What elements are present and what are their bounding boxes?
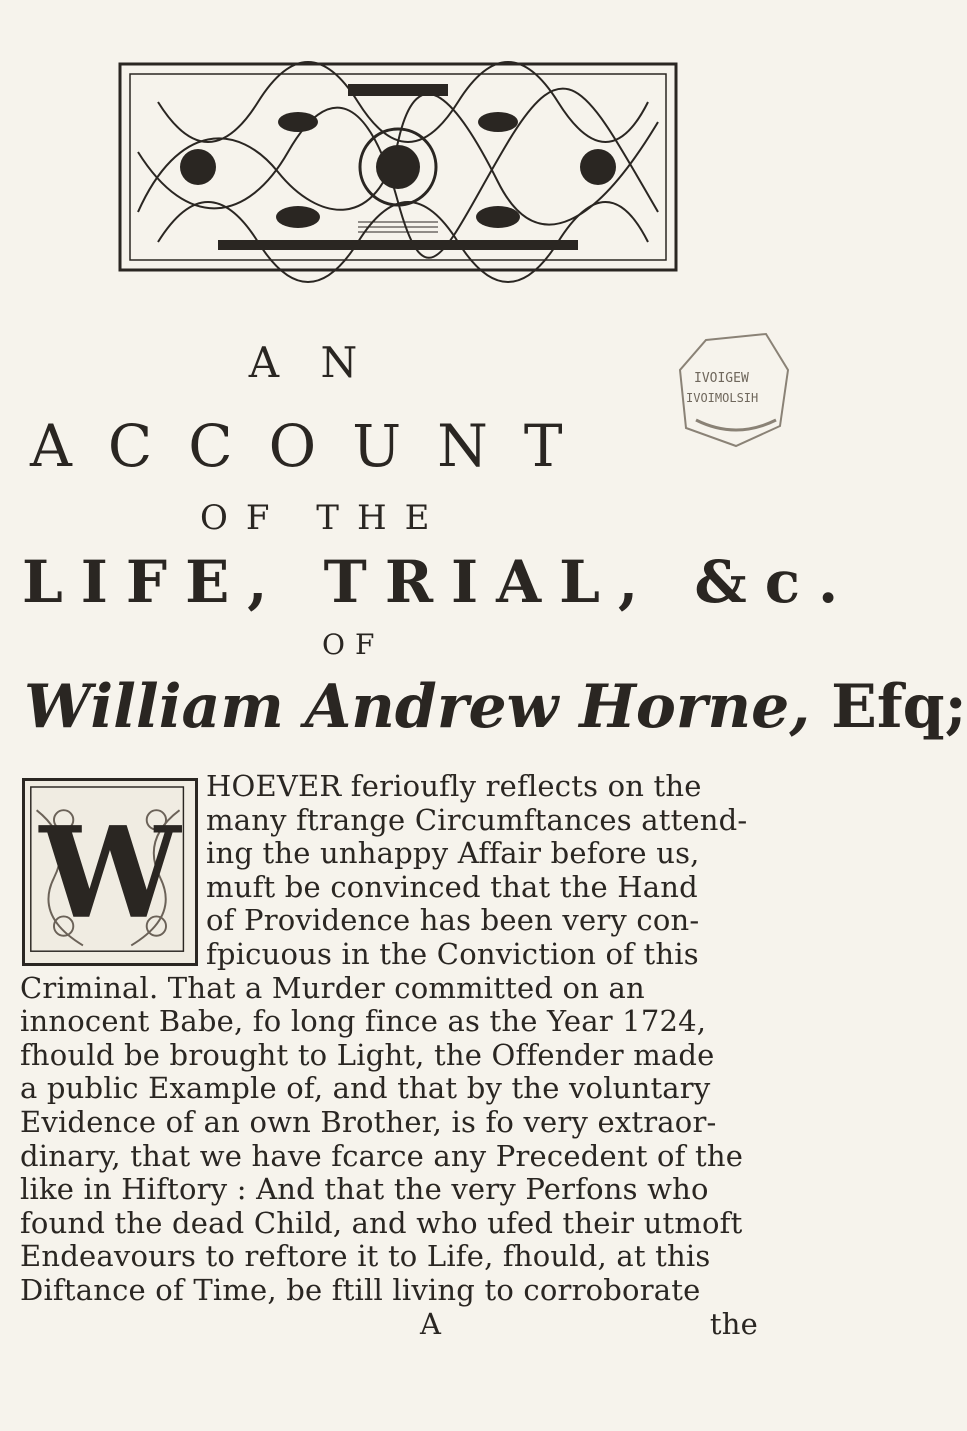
text-line: found the dead Child, and who ufed their utmoft [20, 1205, 743, 1240]
signature-mark: A [420, 1306, 442, 1341]
text-line: like in Hiftory : And that the very Perfons who [20, 1172, 709, 1207]
title-person-name: William Andrew Horne, [24, 672, 811, 742]
text-line: a public Example of, and that by the voluntary [20, 1071, 711, 1106]
text-line: muft be convinced that the Hand [206, 869, 698, 904]
title-an: A N [248, 338, 372, 387]
text-line: Diftance of Time, be ftill living to corroborate [20, 1272, 701, 1307]
text-line: fpicuous in the Conviction of this [206, 936, 699, 971]
stamp-line-1: IVOIGEW [694, 371, 749, 386]
text-line: innocent Babe, fo long fince as the Year 1724, [20, 1004, 707, 1039]
title-life-trial: LIFE, TRIAL, &c. [22, 548, 857, 616]
catchword-line [20, 1308, 786, 1342]
title-account: ACCOUNT [30, 412, 599, 480]
text-line: Evidence of an own Brother, is fo very extraor- [20, 1104, 717, 1139]
text-line: fhould be brought to Light, the Offender made [20, 1037, 715, 1072]
text-line: many ftrange Circumftances attend- [206, 802, 748, 837]
title-of: OF [322, 628, 385, 661]
ornamental-headpiece [118, 62, 678, 272]
text-line: Endeavours to reftore it to Life, fhould, at this [20, 1239, 711, 1274]
text-line: HOEVER ferioufly reflects on the [206, 769, 702, 803]
title-of-the: OF THE [200, 498, 448, 538]
stamp-line-2: IVOIMOLSIH [686, 391, 759, 405]
title-esq: Efq; [831, 672, 967, 742]
text-line: dinary, that we have fcarce any Precedent of the [20, 1138, 744, 1173]
text-line: ing the unhappy Affair before us, [206, 836, 700, 871]
catchword: the [709, 1306, 758, 1341]
text-line: of Providence has been very con- [206, 903, 700, 938]
title-name [24, 672, 967, 742]
headpiece-ornament-icon [118, 62, 678, 272]
body-text [20, 770, 786, 1341]
text-line: Criminal. That a Murder committed on an [20, 970, 645, 1005]
drop-cap-letter: W [39, 798, 181, 947]
